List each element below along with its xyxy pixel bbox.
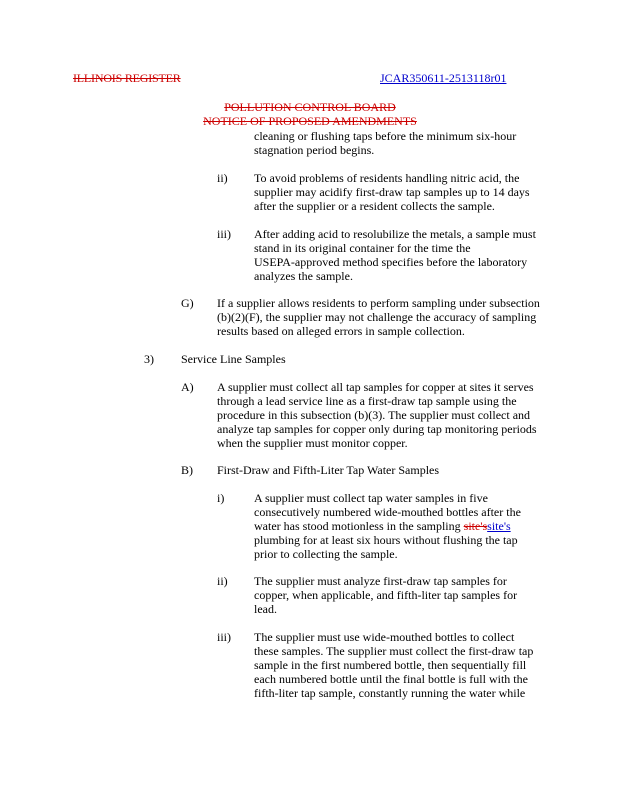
paragraph-f-iii-line-4: analyzes the sample. — [254, 269, 353, 283]
notice-heading: NOTICE OF PROPOSED AMENDMENTS — [203, 114, 417, 128]
paragraph-a-line-4: analyze tap samples for copper only during tap monitoring periods — [217, 422, 537, 436]
continued-text-line-2: stagnation period begins. — [254, 143, 375, 157]
item-label-iii: iii) — [217, 227, 231, 241]
paragraph-a-line-2: through a lead service line as a first-draw tap sample using the — [217, 394, 517, 408]
paragraph-b-ii-line-3: lead. — [254, 602, 277, 616]
item-label-b-iii: iii) — [217, 630, 231, 644]
paragraph-f-ii-line-2: supplier may acidify first-draw tap samples up to 14 days — [254, 185, 530, 199]
item-label-3: 3) — [144, 352, 154, 366]
paragraph-g-line-2: (b)(2)(F), the supplier may not challenge the accuracy of sampling — [217, 310, 537, 324]
item-label-b-i: i) — [217, 491, 225, 505]
paragraph-a-line-3: procedure in this subsection (b)(3). The supplier must collect and — [217, 408, 531, 422]
section-3-heading: Service Line Samples — [181, 352, 286, 366]
continued-text-line-1: cleaning or flushing taps before the minimum six-hour — [254, 129, 517, 143]
paragraph-f-iii-line-3: USEPA-approved method specifies before the laboratory — [254, 255, 528, 269]
item-label-b-ii: ii) — [217, 574, 228, 588]
inserted-text: site's — [487, 519, 511, 533]
jcar-code[interactable]: JCAR350611-2513118r01 — [380, 71, 507, 85]
paragraph-a-line-5: when the supplier must monitor copper. — [217, 436, 408, 450]
agency-heading: POLLUTION CONTROL BOARD — [224, 100, 396, 114]
paragraph-g-line-1: If a supplier allows residents to perform sampling under subsection — [217, 296, 540, 310]
paragraph-f-ii-line-3: after the supplier or a resident collects the sample. — [254, 199, 495, 213]
paragraph-a-line-1: A supplier must collect all tap samples for copper at sites it serves — [217, 380, 534, 394]
paragraph-f-ii-line-1: To avoid problems of residents handling nitric acid, the — [254, 171, 520, 185]
paragraph-b-iii-line-4: each numbered bottle until the final bottle is full with the — [254, 672, 528, 686]
paragraph-b-i-line-5: prior to collecting the sample. — [254, 547, 398, 561]
paragraph-b-i-line-3 — [254, 519, 511, 533]
paragraph-b-ii-line-1: The supplier must analyze first-draw tap samples for — [254, 574, 507, 588]
b-i-line-3-text: water has stood motionless in the sampling — [254, 519, 464, 533]
item-label-b: B) — [181, 463, 193, 477]
paragraph-f-iii-line-2: stand in its original container for the time the — [254, 241, 471, 255]
paragraph-b-i-line-2: consecutively numbered wide-mouthed bottles after the — [254, 505, 521, 519]
paragraph-b-ii-line-2: copper, when applicable, and fifth-liter tap samples for — [254, 588, 518, 602]
item-label-g: G) — [181, 296, 194, 310]
deleted-text: site's — [463, 519, 488, 533]
register-header: ILLINOIS REGISTER — [73, 71, 181, 85]
item-label-a: A) — [181, 380, 194, 394]
paragraph-b-iii-line-2: these samples. The supplier must collect the first-draw tap — [254, 644, 534, 658]
paragraph-b-i-line-1: A supplier must collect tap water samples in five — [254, 491, 488, 505]
paragraph-b-heading: First-Draw and Fifth-Liter Tap Water Samples — [217, 463, 440, 477]
paragraph-g-line-3: results based on alleged errors in sample collection. — [217, 324, 465, 338]
paragraph-b-i-line-4: plumbing for at least six hours without flushing the tap — [254, 533, 518, 547]
paragraph-b-iii-line-1: The supplier must use wide-mouthed bottles to collect — [254, 630, 515, 644]
paragraph-f-iii-line-1: After adding acid to resolubilize the metals, a sample must — [254, 227, 536, 241]
paragraph-b-iii-line-3: sample in the first numbered bottle, then sequentially fill — [254, 658, 527, 672]
item-label-ii: ii) — [217, 171, 228, 185]
paragraph-b-iii-line-5: fifth-liter tap sample, constantly running the water while — [254, 686, 526, 700]
